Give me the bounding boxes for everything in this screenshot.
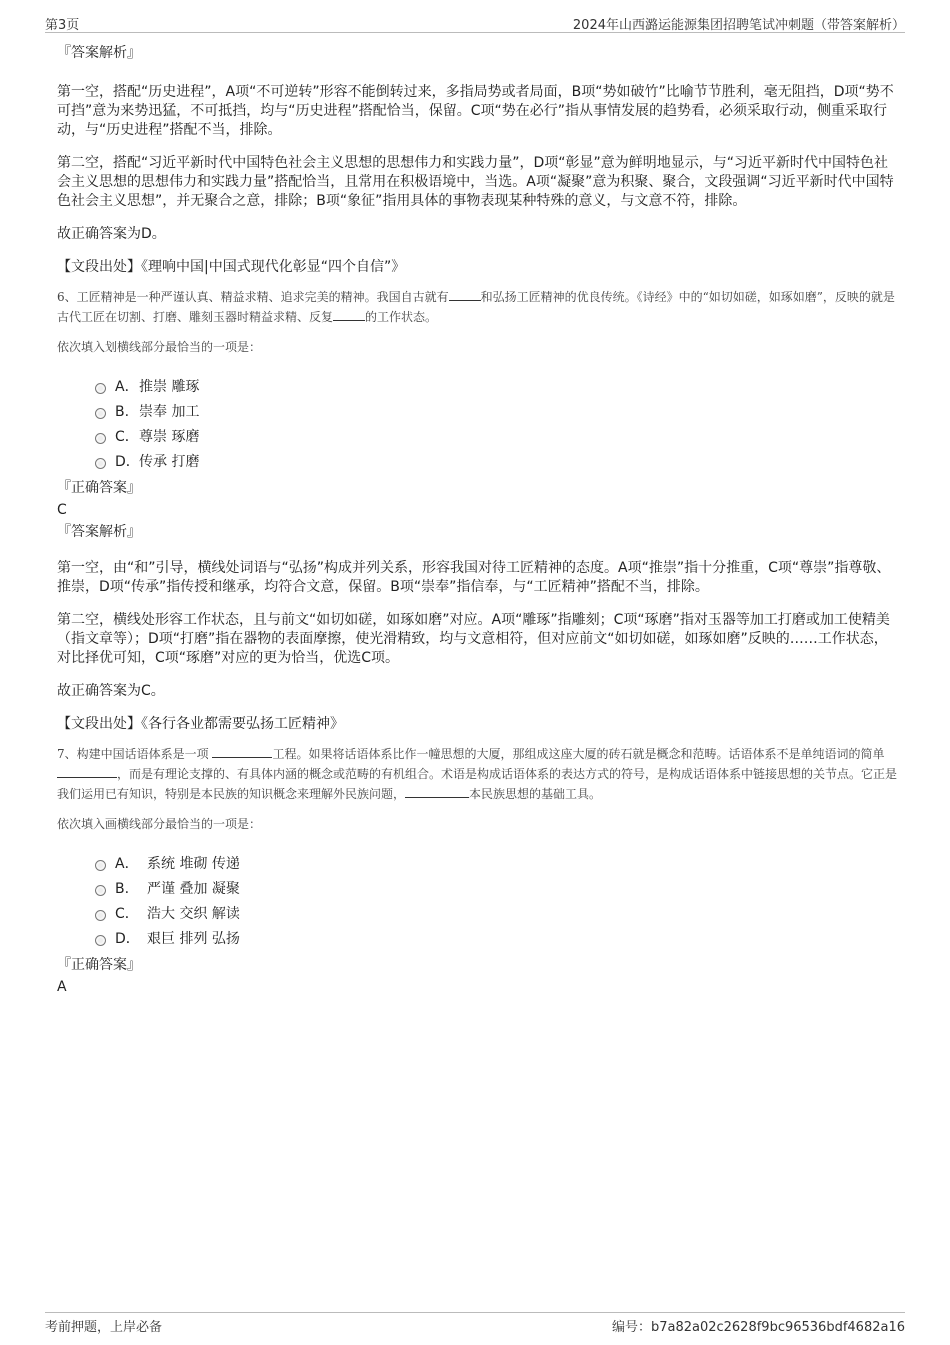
document-code	[612, 1316, 905, 1335]
q6-option-a[interactable]	[95, 375, 897, 400]
q5-analysis-para-1: 第一空，搭配“历史进程”，A项“不可逆转”形容不能倒转过来，多指局势或者局面，B项“势如破竹”比喻节节胜利，毫无阻挡，D项“势不可挡”意为来势迅猛，不可抵挡，均与“历史进程”搭配恰当，保留。C项“势在必行”指从事情发展的趋势看，必须采取行动，侧重采取行动，与“历史进程”搭配不当，排除。	[57, 84, 894, 138]
option-letter: C．	[115, 906, 139, 922]
q7-stem	[57, 744, 897, 804]
code-label: 编号：	[611, 1320, 651, 1335]
q7-blank-1	[212, 745, 272, 758]
option-text: 崇奉 加工	[139, 404, 200, 420]
q6-stem	[57, 287, 897, 327]
option-letter: A．	[115, 856, 139, 872]
q6-option-d[interactable]	[95, 450, 897, 475]
q7-blank-3	[405, 785, 469, 798]
option-letter: A．	[115, 379, 139, 395]
q7-option-b[interactable]	[95, 877, 897, 902]
page-footer	[45, 1312, 905, 1335]
q7-stem-part-3: ，而是有理论支撑的、有具体内涵的概念或范畴的有机组合。术语是构成话语体系的表达方式的符号，是构成话语体系中链接思想的关节点。它正是我们运用已有知识，特别是本民族的知识概念来理解外民族问题，	[57, 767, 898, 801]
document-title: 2024年山西潞运能源集团招聘笔试冲刺题（带答案解析）	[572, 18, 905, 33]
radio-button-icon[interactable]	[95, 433, 106, 444]
radio-button-icon[interactable]	[95, 408, 106, 419]
q6-instruction: 依次填入划横线部分最恰当的一项是：	[57, 340, 262, 354]
q5-analysis-heading: 『答案解析』	[57, 45, 141, 61]
option-text: 系统 堆砌 传递	[147, 856, 240, 872]
option-letter: D．	[115, 454, 140, 470]
q7-correct-value: A	[57, 979, 67, 995]
page-number: 第3页	[45, 18, 80, 33]
radio-button-icon[interactable]	[95, 935, 106, 946]
option-letter: D．	[115, 931, 140, 947]
q6-conclusion: 故正确答案为C。	[57, 683, 165, 699]
q6-correct-value: C	[57, 502, 67, 518]
q7-options	[95, 852, 897, 952]
q6-correct-heading: 『正确答案』	[57, 480, 141, 496]
q6-analysis-heading: 『答案解析』	[57, 524, 141, 540]
option-letter: B.	[115, 404, 130, 420]
q6-stem-part-2: 和弘扬工匠精神的优良传统。《诗经》中的“如切如磋，如琢如磨”，反映的就是古代工匠在切割、打磨、雕刻玉器时精益求精、反复	[57, 290, 895, 324]
q6-stem-part-3: 的工作状态。	[365, 310, 438, 324]
option-letter: C．	[115, 429, 139, 445]
q6-options	[95, 375, 897, 475]
q7-correct-heading: 『正确答案』	[57, 957, 141, 973]
q6-analysis-para-1: 第一空，由“和”引导，横线处词语与“弘扬”构成并列关系，形容我国对待工匠精神的态度。A项“推崇”指十分推重，C项“尊崇”指尊敬、推崇，D项“传承”指传授和继承，均符合文意，保留。B项“崇奉”指信奉，与“工匠精神”搭配不当，排除。	[57, 560, 891, 595]
option-letter: B.	[115, 881, 130, 897]
q5-conclusion: 故正确答案为D。	[57, 226, 166, 242]
q7-stem-part-4: 本民族思想的基础工具。	[469, 787, 602, 801]
page-header	[45, 12, 905, 33]
q6-stem-part-1: 6、工匠精神是一种严谨认真、精益求精、追求完美的精神。我国自古就有	[57, 290, 449, 304]
q6-blank-2	[333, 308, 365, 321]
q7-option-a[interactable]	[95, 852, 897, 877]
q6-blank-1	[449, 288, 481, 301]
option-text: 传承 打磨	[139, 454, 200, 470]
q7-blank-2	[57, 765, 117, 778]
q6-source: 【文段出处】《各行各业都需要弘扬工匠精神》	[57, 716, 344, 732]
option-text: 严谨 叠加 凝聚	[147, 881, 240, 897]
radio-button-icon[interactable]	[95, 458, 106, 469]
q5-analysis-para-2: 第二空，搭配“习近平新时代中国特色社会主义思想的思想伟力和实践力量”，D项“彰显”意为鲜明地显示，与“习近平新时代中国特色社会主义思想的思想伟力和实践力量”搭配恰当，且常用在积极语境中，当选。A项“凝聚”意为积聚、聚合，文段强调“习近平新时代中国特色社会主义思想”，并无聚合之意，排除；B项“象征”指用具体的事物表现某种特殊的意义，与文意不符，排除。	[57, 155, 894, 209]
q7-option-d[interactable]	[95, 927, 897, 952]
option-text: 浩大 交织 解读	[147, 906, 240, 922]
page-content	[57, 44, 897, 1000]
q7-stem-part-1: 7、构建中国话语体系是一项	[57, 747, 213, 761]
q6-analysis-para-2: 第二空，横线处形容工作状态，且与前文“如切如磋，如琢如磨”对应。A项“雕琢”指雕刻；C项“琢磨”指对玉器等加工打磨或加工使精美（指文章等）；D项“打磨”指在器物的表面摩擦，使光滑精致，均与文意相符，但对应前文“如切如磋，如琢如磨”反映的……工作状态，对比择优可知，C项“琢磨”对应的更为恰当，优选C项。	[57, 612, 890, 666]
q7-option-c[interactable]	[95, 902, 897, 927]
radio-button-icon[interactable]	[95, 383, 106, 394]
radio-button-icon[interactable]	[95, 885, 106, 896]
option-text: 艰巨 排列 弘扬	[147, 931, 240, 947]
code-value: b7a82a02c2628f9bc96536bdf4682a16	[650, 1320, 905, 1335]
footer-slogan: 考前押题，上岸必备	[45, 1320, 163, 1335]
option-text: 推崇 雕琢	[139, 379, 200, 395]
q6-option-c[interactable]	[95, 425, 897, 450]
option-text: 尊崇 琢磨	[139, 429, 200, 445]
q7-stem-part-2: 工程。如果将话语体系比作一幢思想的大厦，那组成这座大厦的砖石就是概念和范畴。话语体系不是单纯语词的简单	[272, 747, 885, 761]
q6-option-b[interactable]	[95, 400, 897, 425]
radio-button-icon[interactable]	[95, 910, 106, 921]
radio-button-icon[interactable]	[95, 860, 106, 871]
q5-source: 【文段出处】《理响中国|中国式现代化彰显“四个自信”》	[57, 259, 406, 275]
q7-instruction: 依次填入画横线部分最恰当的一项是：	[57, 817, 262, 831]
